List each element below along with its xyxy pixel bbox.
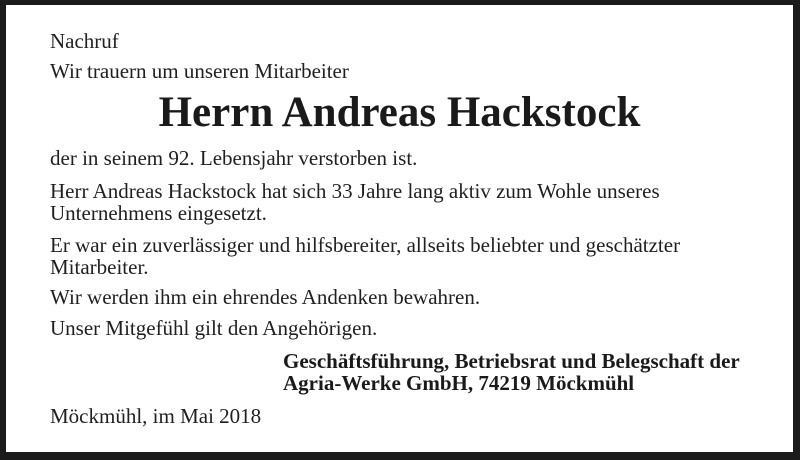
deceased-name: Herrn Andreas Hackstock <box>158 89 641 136</box>
paragraph-condolence <box>50 317 377 339</box>
paragraph-line: Unternehmens eingesetzt. <box>50 201 267 225</box>
paragraph-line: der in seinem 92. Lebensjahr verstorben ist. <box>50 146 418 170</box>
paragraph-line: Unser Mitgefühl gilt den Angehörigen. <box>50 316 378 340</box>
paragraph-line: Wir werden ihm ein ehrendes Andenken bewahren. <box>50 285 481 309</box>
paragraph-age <box>50 147 417 169</box>
signature-line: Agria-Werke GmbH, 74219 Möckmühl <box>283 371 635 395</box>
paragraph-line: Mitarbeiter. <box>50 255 149 279</box>
signature-line: Geschäftsführung, Betriebsrat und Belegschaft der <box>283 349 740 373</box>
paragraph-service <box>50 180 660 224</box>
frame-border-top <box>0 0 800 5</box>
paragraph-line: Herr Andreas Hackstock hat sich 33 Jahre lang aktiv zum Wohle unseres <box>50 179 660 203</box>
frame-border-bottom <box>0 452 800 460</box>
paragraph-line: Er war ein zuverlässiger und hilfsbereiter, allseits beliebter und geschätzter <box>50 233 681 257</box>
frame-border-left <box>0 0 6 460</box>
paragraph-remembrance <box>50 286 480 308</box>
frame-border-right <box>793 0 800 460</box>
signature-block <box>283 350 740 394</box>
paragraph-character <box>50 234 680 278</box>
intro-line: Wir trauern um unseren Mitarbeiter <box>50 59 349 83</box>
dateline: Möckmühl, im Mai 2018 <box>50 404 262 428</box>
kicker: Nachruf <box>50 29 119 53</box>
